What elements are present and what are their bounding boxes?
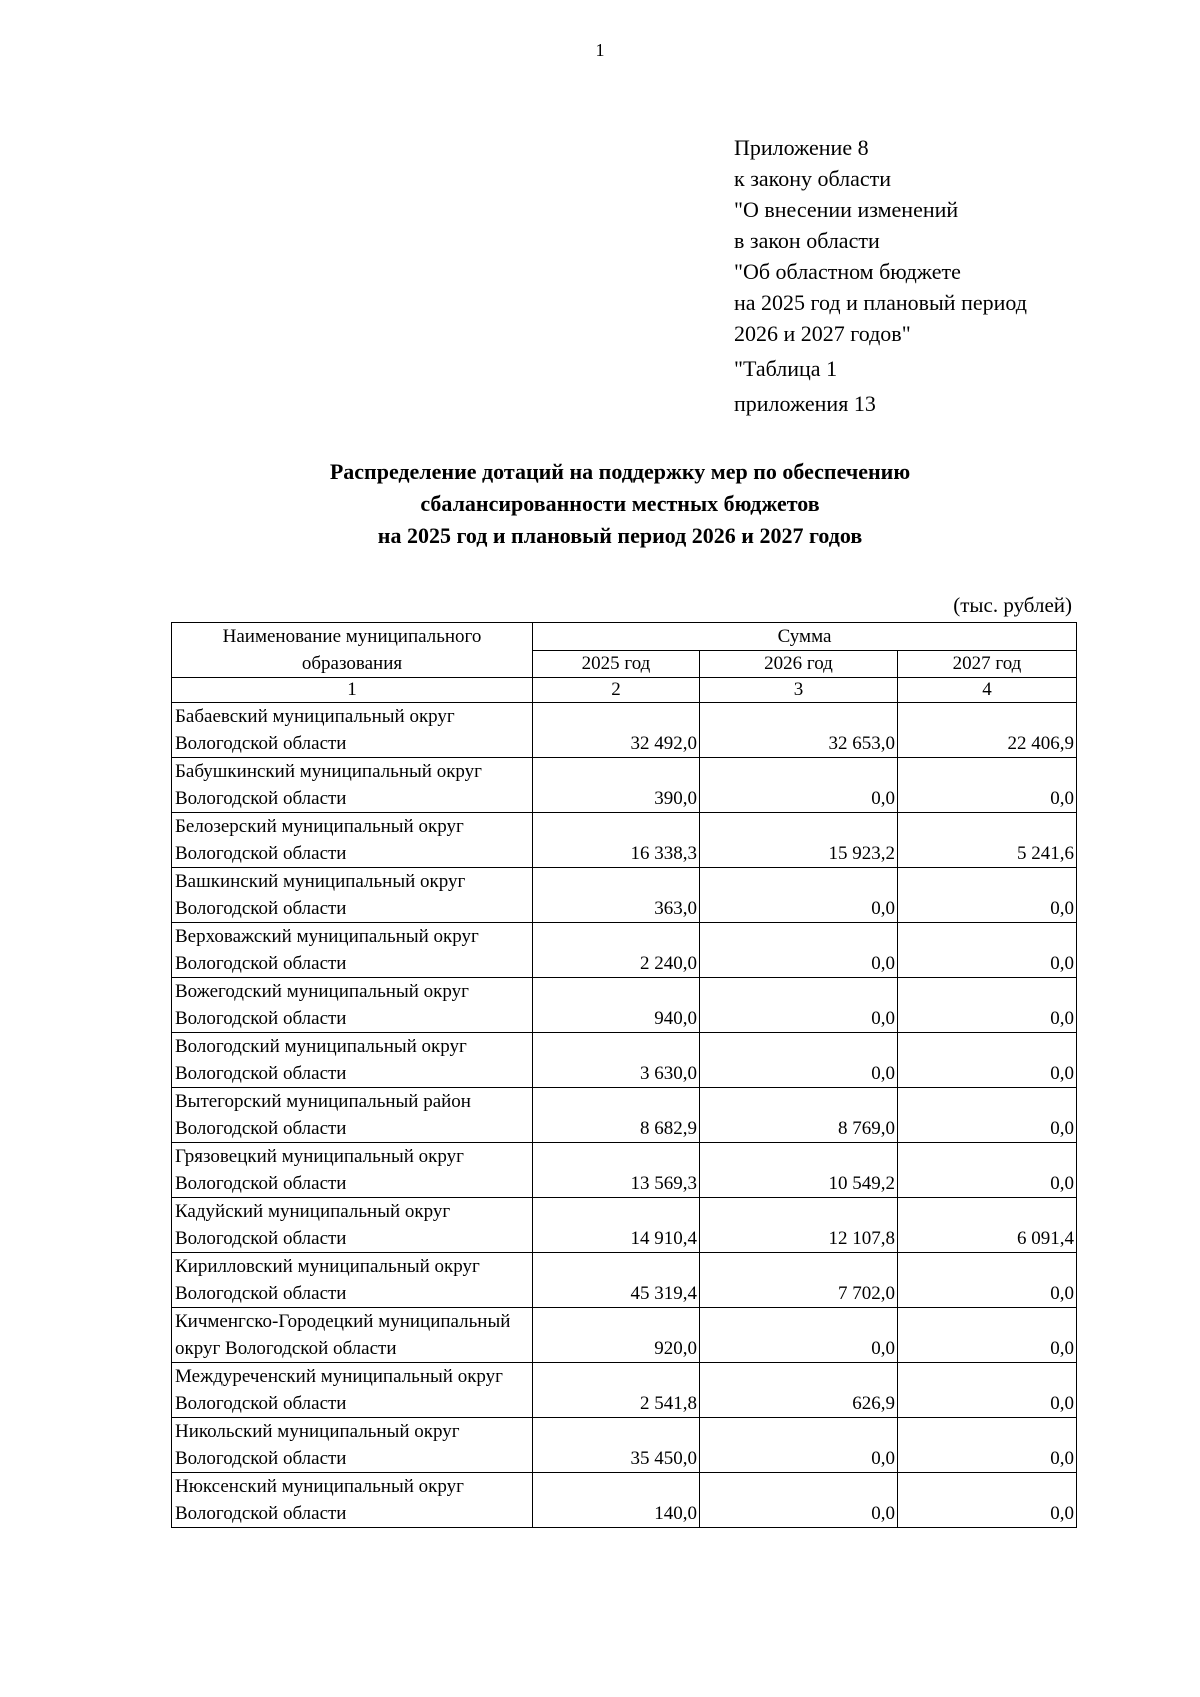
column-number: 2 (533, 678, 700, 703)
value-2025-cell: 45 319,4 (533, 1253, 700, 1308)
value-2027-cell: 0,0 (898, 1088, 1077, 1143)
value-2025-cell: 2 240,0 (533, 923, 700, 978)
value-2025-cell: 14 910,4 (533, 1198, 700, 1253)
value-2026-cell: 10 549,2 (700, 1143, 898, 1198)
table-row (172, 1088, 1077, 1143)
column-header-2027: 2027 год (898, 650, 1077, 678)
appendix-line: "О внесении изменений (734, 197, 959, 222)
title-line: сбалансированности местных бюджетов (420, 491, 820, 516)
value-2025-cell: 390,0 (533, 758, 700, 813)
municipality-name-cell: Вытегорский муниципальный район Вологодской области (172, 1088, 533, 1143)
column-header-sum: Сумма (533, 623, 1077, 651)
municipality-name-cell: Вологодский муниципальный округ Вологодской области (172, 1033, 533, 1088)
value-2027-cell: 0,0 (898, 1363, 1077, 1418)
table-row (172, 703, 1077, 758)
document-title (160, 456, 1080, 552)
value-2025-cell: 16 338,3 (533, 813, 700, 868)
column-header-2025: 2025 год (533, 650, 700, 678)
value-2026-cell: 32 653,0 (700, 703, 898, 758)
value-2027-cell: 0,0 (898, 1473, 1077, 1528)
table-row (172, 1143, 1077, 1198)
title-line: Распределение дотаций на поддержку мер по обеспечению (329, 459, 911, 484)
value-2025-cell: 3 630,0 (533, 1033, 700, 1088)
value-2027-cell: 0,0 (898, 1418, 1077, 1473)
municipality-name-cell: Бабушкинский муниципальный округ Вологодской области (172, 758, 533, 813)
value-2027-cell: 0,0 (898, 923, 1077, 978)
value-2026-cell: 0,0 (700, 868, 898, 923)
table-row (172, 1363, 1077, 1418)
municipality-name-cell: Кирилловский муниципальный округ Вологодской области (172, 1253, 533, 1308)
value-2027-cell: 0,0 (898, 1253, 1077, 1308)
value-2026-cell: 0,0 (700, 1418, 898, 1473)
municipality-name-cell: Нюксенский муниципальный округ Вологодской области (172, 1473, 533, 1528)
value-2025-cell: 13 569,3 (533, 1143, 700, 1198)
table-row (172, 758, 1077, 813)
appendix-line: к закону области (734, 166, 892, 191)
value-2027-cell: 6 091,4 (898, 1198, 1077, 1253)
value-2025-cell: 2 541,8 (533, 1363, 700, 1418)
value-2025-cell: 8 682,9 (533, 1088, 700, 1143)
municipality-name-cell: Верховажский муниципальный округ Вологодской области (172, 923, 533, 978)
appendix-line: на 2025 год и плановый период (734, 290, 1027, 315)
municipality-name-cell: Кичменгско-Городецкий муниципальный округ Вологодской области (172, 1308, 533, 1363)
table-row (172, 1473, 1077, 1528)
subsidy-table (171, 622, 1077, 1528)
column-number: 3 (700, 678, 898, 703)
value-2027-cell: 0,0 (898, 868, 1077, 923)
appendix-line: "Об областном бюджете (734, 259, 961, 284)
value-2026-cell: 0,0 (700, 1033, 898, 1088)
value-2027-cell: 5 241,6 (898, 813, 1077, 868)
value-2026-cell: 15 923,2 (700, 813, 898, 868)
table-row (172, 978, 1077, 1033)
value-2026-cell: 7 702,0 (700, 1253, 898, 1308)
column-number: 4 (898, 678, 1077, 703)
value-2026-cell: 0,0 (700, 758, 898, 813)
appendix-line: Приложение 8 (734, 135, 869, 160)
value-2026-cell: 0,0 (700, 923, 898, 978)
value-2026-cell: 0,0 (700, 1473, 898, 1528)
column-number: 1 (172, 678, 533, 703)
units-label: (тыс. рублей) (953, 593, 1072, 617)
table-body (172, 703, 1077, 1528)
value-2025-cell: 363,0 (533, 868, 700, 923)
column-header-name: Наименование муниципального образования (172, 623, 533, 678)
table-row (172, 1308, 1077, 1363)
title-line: на 2025 год и плановый период 2026 и 2027 годов (377, 523, 863, 548)
value-2026-cell: 12 107,8 (700, 1198, 898, 1253)
municipality-name-cell: Вожегодский муниципальный округ Вологодской области (172, 978, 533, 1033)
value-2025-cell: 940,0 (533, 978, 700, 1033)
table-row (172, 1198, 1077, 1253)
value-2027-cell: 0,0 (898, 1033, 1077, 1088)
municipality-name-cell: Бабаевский муниципальный округ Вологодской области (172, 703, 533, 758)
value-2027-cell: 0,0 (898, 1143, 1077, 1198)
value-2025-cell: 920,0 (533, 1308, 700, 1363)
appendix-line: "Таблица 1 (734, 356, 838, 381)
value-2026-cell: 8 769,0 (700, 1088, 898, 1143)
municipality-name-cell: Никольский муниципальный округ Вологодской области (172, 1418, 533, 1473)
appendix-reference (734, 132, 1027, 419)
table-row (172, 923, 1077, 978)
table-row (172, 1253, 1077, 1308)
value-2025-cell: 140,0 (533, 1473, 700, 1528)
municipality-name-cell: Грязовецкий муниципальный округ Вологодской области (172, 1143, 533, 1198)
municipality-name-cell: Белозерский муниципальный округ Вологодской области (172, 813, 533, 868)
value-2026-cell: 0,0 (700, 978, 898, 1033)
value-2027-cell: 0,0 (898, 1308, 1077, 1363)
table-row (172, 1033, 1077, 1088)
value-2027-cell: 0,0 (898, 978, 1077, 1033)
appendix-line: в закон области (734, 228, 880, 253)
value-2027-cell: 0,0 (898, 758, 1077, 813)
value-2026-cell: 0,0 (700, 1308, 898, 1363)
municipality-name-cell: Кадуйский муниципальный округ Вологодской области (172, 1198, 533, 1253)
column-header-2026: 2026 год (700, 650, 898, 678)
appendix-line: 2026 и 2027 годов" (734, 321, 911, 346)
table-row (172, 813, 1077, 868)
municipality-name-cell: Вашкинский муниципальный округ Вологодской области (172, 868, 533, 923)
value-2026-cell: 626,9 (700, 1363, 898, 1418)
value-2025-cell: 32 492,0 (533, 703, 700, 758)
table-row (172, 1418, 1077, 1473)
value-2027-cell: 22 406,9 (898, 703, 1077, 758)
municipality-name-cell: Междуреченский муниципальный округ Вологодской области (172, 1363, 533, 1418)
page-number: 1 (595, 40, 605, 60)
appendix-line: приложения 13 (734, 391, 876, 416)
value-2025-cell: 35 450,0 (533, 1418, 700, 1473)
table-row (172, 868, 1077, 923)
